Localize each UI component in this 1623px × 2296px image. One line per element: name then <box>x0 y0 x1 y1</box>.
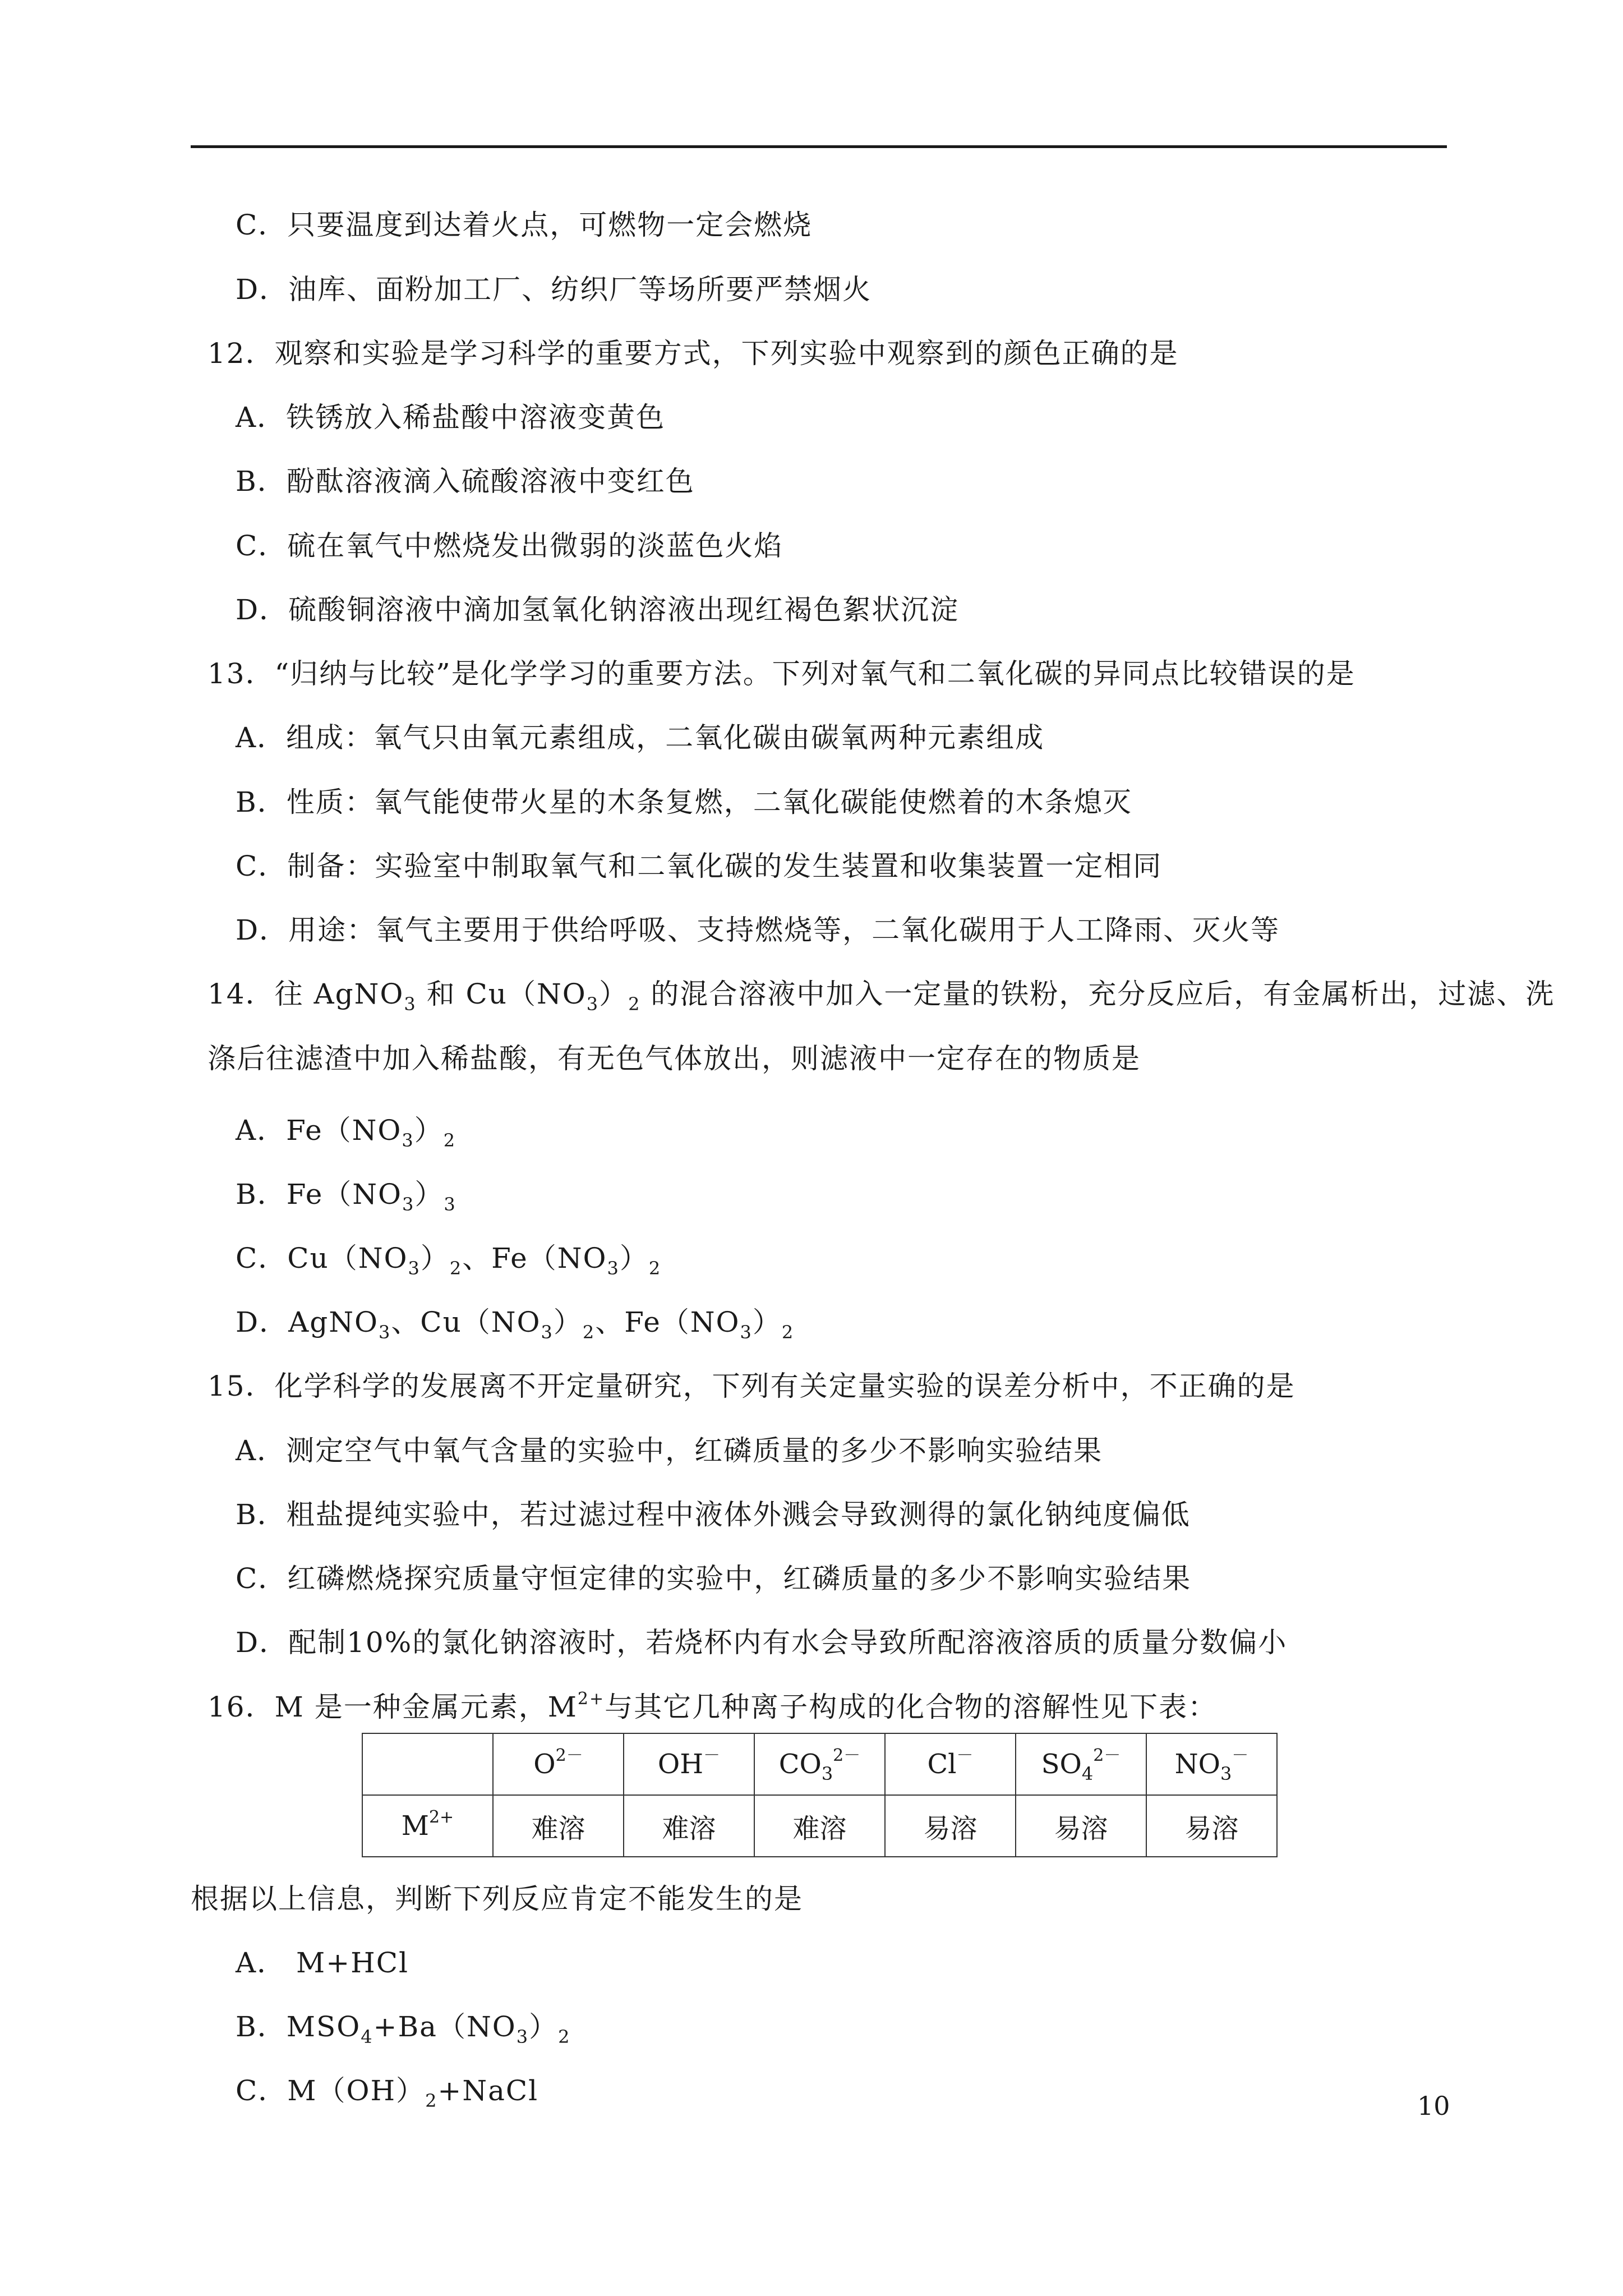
table-corner-cell <box>362 1733 493 1795</box>
q14-option-a: A．$Fe(NO_3)_2$ <box>236 1114 457 1151</box>
q12-option-b: B．酚酞溶液滴入硫酸溶液中变红色 <box>236 465 695 498</box>
q14-stem-line2: 涤后往滤渣中加入稀盐酸，有无色气体放出，则滤液中一定存在的物质是 <box>208 1042 1141 1075</box>
table-row-label: $M^{2+}$ <box>362 1795 493 1857</box>
q13-option-b: B．性质：氧气能使带火星的木条复燃，二氧化碳能使燃着的木条熄灭 <box>236 786 1132 818</box>
table-header-cell: $SO_4^{2-}$ <box>1016 1733 1146 1795</box>
q15-option-b: B．粗盐提纯实验中，若过滤过程中液体外溅会导致测得的氯化钠纯度偏低 <box>236 1498 1191 1531</box>
q12-option-c: C．硫在氧气中燃烧发出微弱的淡蓝色火焰 <box>236 530 783 562</box>
q16-stem: 16．M 是一种金属元素，$M^{2+}$与其它几种离子构成的化合物的溶解性见下表： <box>208 1689 1218 1723</box>
table-header-cell: $CO_3^{2-}$ <box>754 1733 885 1795</box>
q11-option-c: C．只要温度到达着火点，可燃物一定会燃烧 <box>236 209 813 241</box>
table-cell: 易溶 <box>1146 1795 1277 1857</box>
table-cell: 易溶 <box>885 1795 1016 1857</box>
q12-option-d: D．硫酸铜溶液中滴加氢氧化钠溶液出现红褐色絮状沉淀 <box>236 593 960 626</box>
table-header-cell: $NO_3^-$ <box>1146 1733 1277 1795</box>
q13-stem: 13．“归纳与比较”是化学学习的重要方法。下列对氧气和二氧化碳的异同点比较错误的是 <box>208 657 1355 690</box>
q16-option-b: B．$MSO_4+Ba(NO_3)_2$ <box>236 2010 571 2047</box>
table-cell: 难溶 <box>754 1795 885 1857</box>
q14-option-b: B．$Fe(NO_3)_3$ <box>236 1178 457 1215</box>
table-header-cell: OH－ <box>624 1733 754 1795</box>
table-header-cell: Cl－ <box>885 1733 1016 1795</box>
table-header-cell: $O^{2-}$ <box>493 1733 624 1795</box>
q13-option-d: D．用途：氧气主要用于供给呼吸、支持燃烧等，二氧化碳用于人工降雨、灭火等 <box>236 914 1280 946</box>
q14-stem-line1: 14．往 AgNO$_3$ 和 $Cu(NO_3)_2$ 的混合溶液中加入一定量的铁粉，充分反应后，有金属析出，过滤、洗 <box>208 978 1555 1015</box>
q14-option-c: C．$Cu(NO_3)_2$、$Fe(NO_3)_2$ <box>236 1242 662 1279</box>
q15-option-c: C．红磷燃烧探究质量守恒定律的实验中，红磷质量的多少不影响实验结果 <box>236 1562 1192 1595</box>
q13-option-c: C．制备：实验室中制取氧气和二氧化碳的发生装置和收集装置一定相同 <box>236 850 1163 882</box>
header-rule <box>191 145 1447 148</box>
q16-prompt: 根据以上信息，判断下列反应肯定不能发生的是 <box>191 1883 803 1915</box>
table-header-row <box>362 1733 1277 1795</box>
q14-option-d: D．AgNO$_3$、$Cu(NO_3)_2$、$Fe(NO_3)_2$ <box>236 1306 795 1343</box>
solubility-table <box>362 1733 1278 1857</box>
table-row <box>362 1795 1277 1857</box>
table-cell: 难溶 <box>624 1795 754 1857</box>
q15-option-d: D．配制10%的氯化钠溶液时，若烧杯内有水会导致所配溶液溶质的质量分数偏小 <box>236 1626 1288 1659</box>
table-cell: 易溶 <box>1016 1795 1146 1857</box>
q13-option-a: A．组成：氧气只由氧元素组成，二氧化碳由碳氧两种元素组成 <box>236 721 1045 754</box>
page-number: 10 <box>1417 2091 1450 2121</box>
q15-option-a: A．测定空气中氧气含量的实验中，红磷质量的多少不影响实验结果 <box>236 1434 1103 1467</box>
q16-option-c: C．$M(OH)_2+NaCl$ <box>236 2074 539 2111</box>
q12-option-a: A．铁锈放入稀盐酸中溶液变黄色 <box>236 401 666 434</box>
q16-option-a: A． M+HCl <box>236 1947 409 1979</box>
table-cell: 难溶 <box>493 1795 624 1857</box>
q11-option-d: D．油库、面粉加工厂、纺织厂等场所要严禁烟火 <box>236 273 872 306</box>
q15-stem: 15．化学科学的发展离不开定量研究，下列有关定量实验的误差分析中，不正确的是 <box>208 1370 1295 1402</box>
q12-stem: 12．观察和实验是学习科学的重要方式，下列实验中观察到的颜色正确的是 <box>208 337 1179 370</box>
